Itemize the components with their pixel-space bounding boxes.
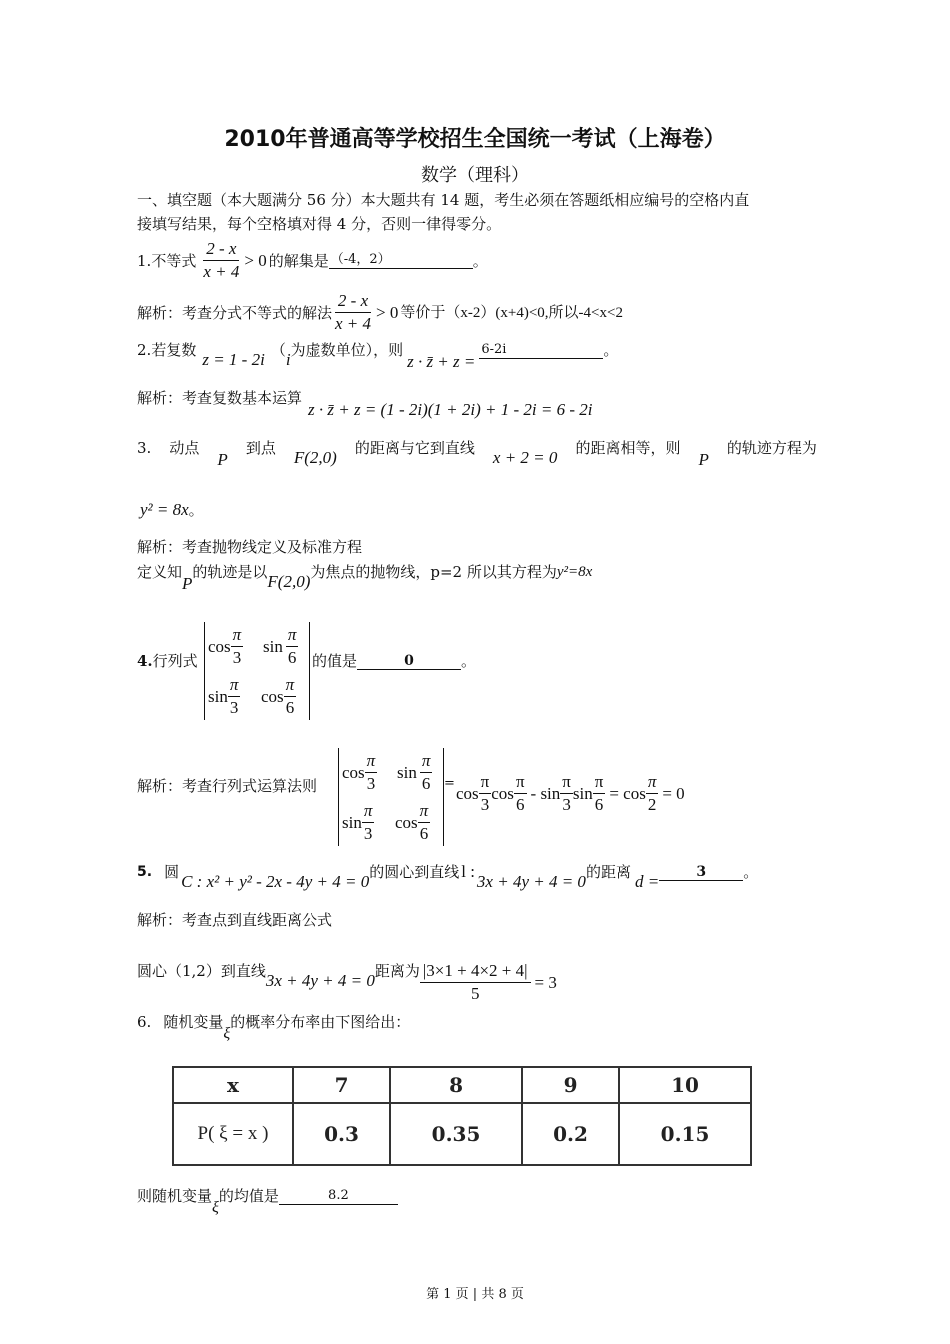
q6-xi: ξ xyxy=(223,1025,231,1042)
q5-line-label: l : xyxy=(461,862,475,881)
q4-number: 4. xyxy=(137,652,153,670)
q3-point-p: P xyxy=(217,450,228,469)
question-6 xyxy=(137,1012,411,1042)
question-5 xyxy=(137,862,759,891)
q1-text-a: 不等式 xyxy=(151,251,197,270)
q6-text-2: 的概率分布率由下图给出： xyxy=(230,1013,411,1031)
a3-line-2 xyxy=(137,562,593,593)
page-subtitle: 数学（理科） xyxy=(421,165,529,186)
a3-equation: y²=8x xyxy=(556,564,593,580)
table-cell: P( ξ = x ) xyxy=(173,1103,293,1165)
q2-text-b: 为虚数单位），则 xyxy=(290,341,404,359)
q1-frac-num: 2 - x xyxy=(203,238,239,261)
a5-line-2 xyxy=(137,948,557,1003)
q4-tail xyxy=(312,651,476,671)
q5-circle-eq: C : x² + y² - 2x - 4y + 4 = 0 xyxy=(181,872,370,891)
table-cell: 0.35 xyxy=(390,1103,522,1165)
q3-text-2: 到点 xyxy=(245,439,276,457)
a4-prefix: 解析：考查行列式运算法则 xyxy=(137,777,318,795)
a5-frac-den: 5 xyxy=(470,984,480,1003)
q4-det-c: sin $\frac{\pi}{3}$ xyxy=(208,675,239,717)
table-cell: 0.2 xyxy=(522,1103,619,1165)
q2-expression: z · z̄ + z = xyxy=(407,352,476,371)
q1-number: 1. xyxy=(137,251,152,270)
q3-point-p2: P xyxy=(698,450,709,469)
q1-answer-blank: （-4，2） xyxy=(329,252,473,269)
q6-after-xi: ξ xyxy=(212,1199,219,1216)
a5-result: = 3 xyxy=(534,972,557,992)
q5-d: d = xyxy=(634,872,660,891)
q5-number: 5. xyxy=(137,864,153,880)
q3-text-1: 动点 xyxy=(169,439,200,457)
question-3 xyxy=(137,438,817,469)
a3-text-2: 的轨迹是以 xyxy=(192,563,268,581)
table-cell: 0.15 xyxy=(619,1103,751,1165)
a5-line-eq: 3x + 4y + 4 = 0 xyxy=(265,970,375,990)
q4-answer-blank: 0 xyxy=(357,653,461,670)
q2-paren: （ xyxy=(270,341,286,359)
answer-1 xyxy=(137,290,623,335)
q6-answer-blank: 8.2 xyxy=(279,1188,398,1205)
table-cell: 0.3 xyxy=(293,1103,390,1165)
page-footer: 第 1 页 | 共 8 页 xyxy=(426,1287,524,1302)
a3-text-3: 为焦点的抛物线，p=2 所以其方程为 xyxy=(310,563,557,581)
a5-fraction xyxy=(420,960,531,1005)
answer-2 xyxy=(137,388,593,419)
q1-text-b: 的解集是 xyxy=(268,251,329,270)
q3-text-4: 的距离相等，则 xyxy=(575,439,681,457)
probability-table xyxy=(172,1066,752,1166)
question-1 xyxy=(137,238,488,283)
q4-det-a: cos $\frac{\pi}{3}$ xyxy=(208,625,242,667)
page-title: 2010年普通高等学校招生全国统一考试（上海卷） xyxy=(224,127,726,152)
a3-point-p: P xyxy=(182,574,193,593)
table-cell: 10 xyxy=(619,1067,751,1103)
a4-det-d: cos $\frac{\pi}{6}$ xyxy=(395,801,429,843)
a4-det-a: cos $\frac{\pi}{3}$ xyxy=(342,751,376,793)
q1-fraction xyxy=(200,238,242,283)
a1-suffix: 等价于（x-2）(x+4)<0,所以-4<x<2 xyxy=(400,304,623,321)
a1-relation: > 0 xyxy=(376,302,399,322)
a4-determinant xyxy=(338,748,444,846)
q1-relation: > 0 xyxy=(244,250,267,270)
q5-line-eq: 3x + 4y + 4 = 0 xyxy=(476,872,586,891)
intro-line-2: 接填写结果，每个空格填对得 4 分，否则一律得零分。 xyxy=(137,215,502,233)
table-cell: 8 xyxy=(390,1067,522,1103)
q6-after-text-1: 则随机变量 xyxy=(137,1187,213,1205)
table-cell: 9 xyxy=(522,1067,619,1103)
q4-det-b: sin $\frac{\pi}{6}$ xyxy=(263,625,297,667)
a4-equals: = xyxy=(444,776,455,791)
q4-text-a: 行列式 xyxy=(152,652,198,670)
q4-det-d: cos $\frac{\pi}{6}$ xyxy=(261,675,295,717)
a1-prefix: 解析：考查分式不等式的解法 xyxy=(137,303,333,322)
a1-fraction xyxy=(332,290,374,335)
q6-number: 6. xyxy=(137,1013,152,1031)
q3-text-5: 的轨迹方程为 xyxy=(726,439,817,457)
q3-end: 。 xyxy=(188,501,204,519)
a5-text-1: 圆心（1,2）到直线 xyxy=(137,961,266,980)
a4-rhs: cos $\frac{\pi}{3}$ cos $\frac{\pi}{6}$ - sin $\frac{\pi}{3}$ sin $\frac{\pi}{6}$ = cos $\frac{\pi}{2}$ = 0 xyxy=(456,772,685,814)
a2-prefix: 解析：考查复数基本运算 xyxy=(137,389,303,407)
q5-text-3: 的距离 xyxy=(585,863,631,881)
q1-frac-den: x + 4 xyxy=(203,262,240,281)
q1-end: 。 xyxy=(472,251,488,270)
a5-frac-num: |3×1 + 4×2 + 4| xyxy=(420,960,531,983)
question-2 xyxy=(137,340,619,371)
a3-text-1: 定义知 xyxy=(137,563,183,581)
q3-answer-line xyxy=(140,500,204,520)
a1-frac-den: x + 4 xyxy=(335,314,372,333)
a4-det-c: sin $\frac{\pi}{3}$ xyxy=(342,801,373,843)
q3-line: x + 2 = 0 xyxy=(492,448,558,467)
q6-followup xyxy=(137,1186,398,1216)
q4-lead xyxy=(137,651,198,671)
a5-line-1: 解析：考查点到直线距离公式 xyxy=(137,911,333,929)
q4-end: 。 xyxy=(461,652,477,670)
a1-frac-num: 2 - x xyxy=(335,290,371,313)
table-row xyxy=(173,1103,751,1165)
q5-text-1: 圆 xyxy=(164,863,180,881)
q6-after-text-2: 的均值是 xyxy=(218,1187,279,1205)
a2-expression: z · z̄ + z = (1 - 2i)(1 + 2i) + 1 - 2i = 6 - 2i xyxy=(308,400,593,419)
q2-equation: z = 1 - 2i xyxy=(202,350,265,369)
q2-imag-unit: i xyxy=(285,350,291,369)
table-cell: x xyxy=(173,1067,293,1103)
table-header-row xyxy=(173,1067,751,1103)
q2-answer-blank: 6-2i xyxy=(479,342,603,359)
q3-text-3: 的距离与它到直线 xyxy=(354,439,475,457)
q2-text-a: 若复数 xyxy=(151,341,197,359)
intro-line-1: 一、填空题（本大题满分 56 分）本大题共有 14 题，考生必须在答题纸相应编号的空格内直 xyxy=(137,191,750,209)
q2-number: 2. xyxy=(137,341,152,359)
q2-end: 。 xyxy=(603,341,619,359)
a3-focus: F(2,0) xyxy=(267,572,311,591)
a5-text-2: 距离为 xyxy=(374,961,420,980)
q3-number: 3. xyxy=(137,439,152,457)
q5-answer-blank: 3 xyxy=(659,864,743,881)
q6-text-1: 随机变量 xyxy=(163,1013,224,1031)
q3-answer: y² = 8x xyxy=(140,500,189,519)
q4-text-b: 的值是 xyxy=(312,652,358,670)
table-cell: 7 xyxy=(293,1067,390,1103)
q4-determinant xyxy=(204,622,310,720)
q3-focus: F(2,0) xyxy=(293,448,337,467)
q5-end: 。 xyxy=(743,863,759,881)
q5-text-2: 的圆心到直线 xyxy=(369,863,460,881)
a4-det-b: sin $\frac{\pi}{6}$ xyxy=(397,751,431,793)
a3-line-1: 解析：考查抛物线定义及标准方程 xyxy=(137,538,363,556)
